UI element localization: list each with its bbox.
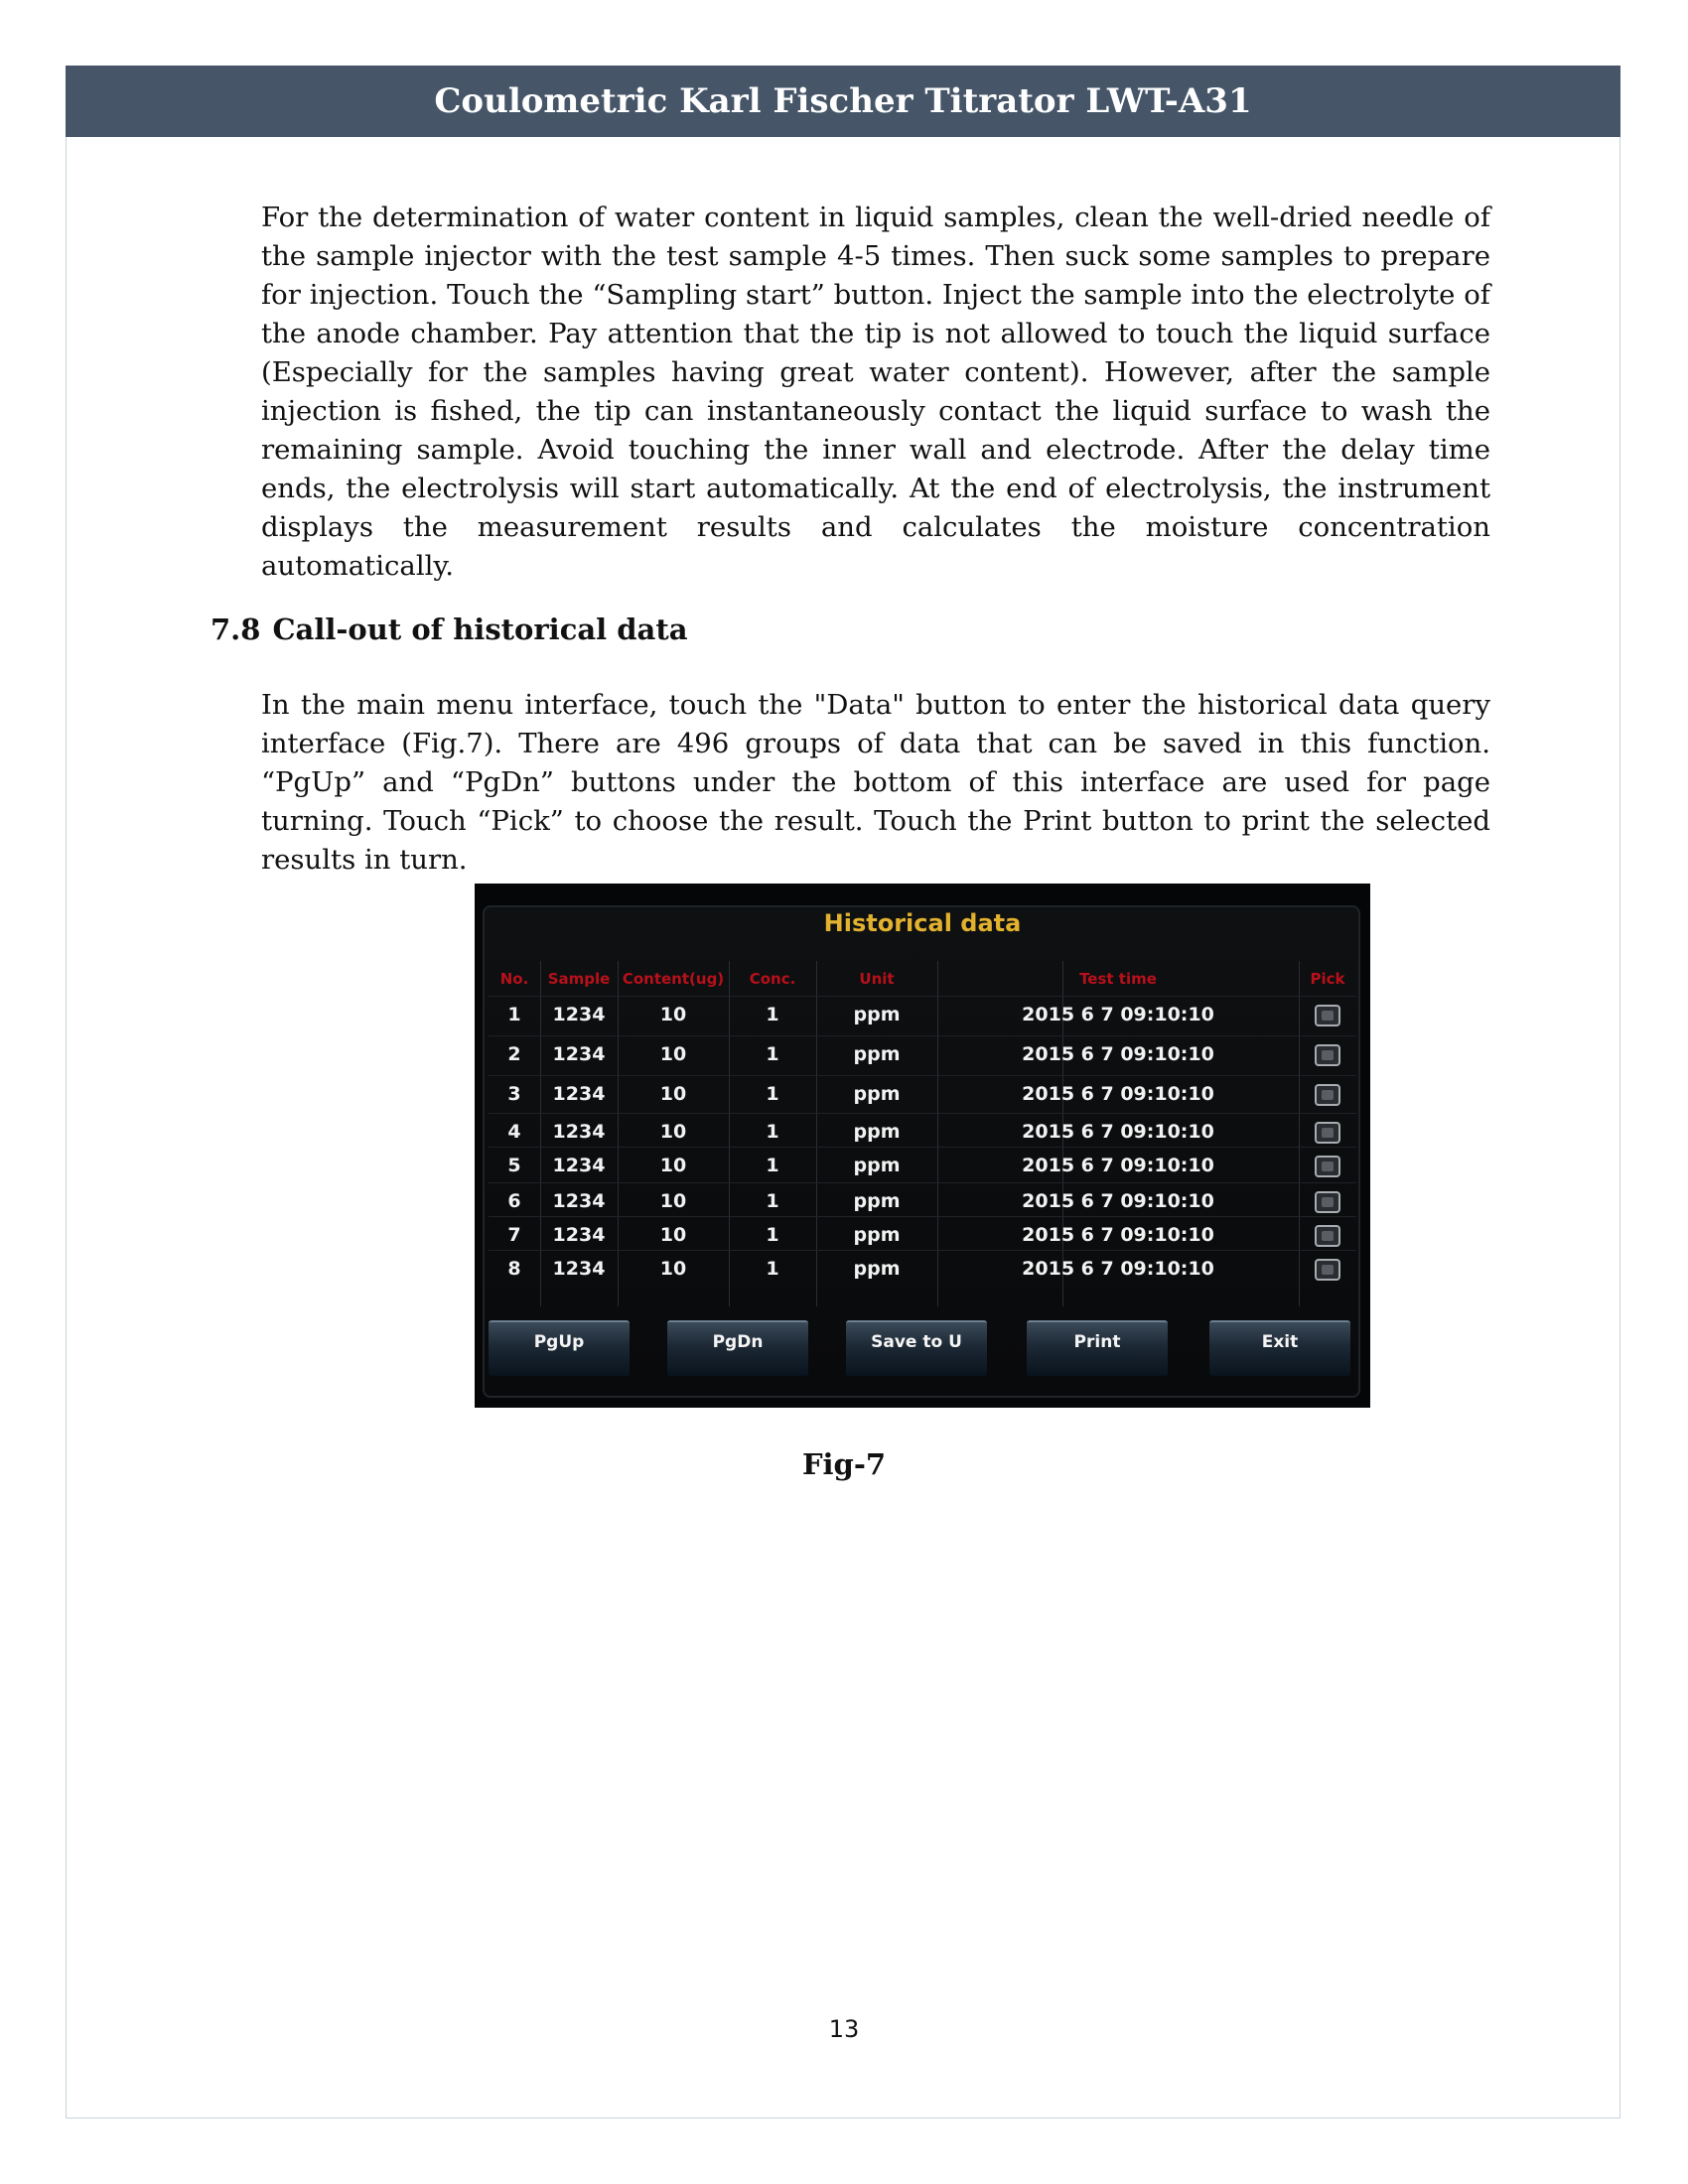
cell-no: 5 <box>507 1155 521 1176</box>
section-number: 7.8 <box>211 613 261 646</box>
cell-sample: 1234 <box>552 1121 606 1143</box>
pgup-button[interactable]: PgUp <box>489 1320 630 1376</box>
cell-no: 8 <box>507 1258 521 1280</box>
section-heading <box>211 610 688 649</box>
pick-checkbox[interactable] <box>1315 1191 1340 1213</box>
cell-no: 1 <box>507 1004 521 1025</box>
cell-sample: 1234 <box>552 1043 606 1065</box>
cell-no: 6 <box>507 1190 521 1212</box>
cell-content: 10 <box>659 1224 687 1246</box>
cell-unit: ppm <box>853 1155 901 1176</box>
table-row <box>489 1217 1356 1253</box>
paragraph-historical-data: In the main menu interface, touch the "Data" button to enter the historical data query interface (Fig.7). There are 496 groups of data that can be saved in this function. “PgUp” and “PgDn” buttons under the bottom of this interface are used for page turning. Touch “Pick” to choose the result. Touch the Print button to print the selected results in turn. <box>261 689 1490 876</box>
page-header <box>66 66 1620 137</box>
cell-conc: 1 <box>766 1043 779 1065</box>
screen-title: Historical data <box>823 909 1022 937</box>
pick-checkbox[interactable] <box>1315 1084 1340 1106</box>
table-row <box>489 997 1356 1032</box>
table-row <box>489 1036 1356 1072</box>
cell-no: 2 <box>507 1043 521 1065</box>
cell-content: 10 <box>659 1083 687 1105</box>
cell-content: 10 <box>659 1155 687 1176</box>
pick-checkbox[interactable] <box>1315 1259 1340 1281</box>
column-header-sample: Sample <box>547 970 611 988</box>
document-title: Coulometric Karl Fischer Titrator LWT-A31 <box>434 81 1252 121</box>
cell-conc: 1 <box>766 1083 779 1105</box>
cell-test-time: 2015 6 7 09:10:10 <box>1022 1258 1214 1280</box>
page-number: 13 <box>828 2015 860 2043</box>
pick-checkbox[interactable] <box>1315 1044 1340 1066</box>
cell-no: 3 <box>507 1083 521 1105</box>
cell-conc: 1 <box>766 1224 779 1246</box>
exit-button[interactable]: Exit <box>1209 1320 1350 1376</box>
cell-content: 10 <box>659 1258 687 1280</box>
cell-test-time: 2015 6 7 09:10:10 <box>1022 1121 1214 1143</box>
cell-test-time: 2015 6 7 09:10:10 <box>1022 1190 1214 1212</box>
pick-checkbox[interactable] <box>1315 1005 1340 1026</box>
cell-test-time: 2015 6 7 09:10:10 <box>1022 1083 1214 1105</box>
cell-unit: ppm <box>853 1083 901 1105</box>
cell-conc: 1 <box>766 1121 779 1143</box>
cell-unit: ppm <box>853 1004 901 1025</box>
section-title: Call-out of historical data <box>272 613 688 646</box>
table-row <box>489 1183 1356 1219</box>
cell-unit: ppm <box>853 1258 901 1280</box>
cell-sample: 1234 <box>552 1190 606 1212</box>
column-header-no: No. <box>499 970 529 988</box>
column-header-test-time: Test time <box>1079 970 1157 988</box>
cell-conc: 1 <box>766 1155 779 1176</box>
table-row <box>489 1148 1356 1183</box>
cell-conc: 1 <box>766 1258 779 1280</box>
cell-no: 7 <box>507 1224 521 1246</box>
cell-unit: ppm <box>853 1224 901 1246</box>
cell-sample: 1234 <box>552 1224 606 1246</box>
history-table <box>489 961 1356 1306</box>
cell-unit: ppm <box>853 1121 901 1143</box>
cell-unit: ppm <box>853 1190 901 1212</box>
cell-content: 10 <box>659 1004 687 1025</box>
cell-sample: 1234 <box>552 1258 606 1280</box>
cell-content: 10 <box>659 1190 687 1212</box>
pick-checkbox[interactable] <box>1315 1156 1340 1177</box>
cell-sample: 1234 <box>552 1155 606 1176</box>
device-screen <box>475 884 1370 1408</box>
column-header-unit: Unit <box>859 970 895 988</box>
column-header-conc: Conc. <box>749 970 796 988</box>
pick-checkbox[interactable] <box>1315 1225 1340 1247</box>
cell-conc: 1 <box>766 1004 779 1025</box>
screen-button-bar <box>489 1320 1356 1380</box>
table-row <box>489 1251 1356 1287</box>
cell-test-time: 2015 6 7 09:10:10 <box>1022 1224 1214 1246</box>
pick-checkbox[interactable] <box>1315 1122 1340 1144</box>
cell-sample: 1234 <box>552 1083 606 1105</box>
save-to-u-button[interactable]: Save to U <box>846 1320 987 1376</box>
figure-caption: Fig-7 <box>801 1447 887 1481</box>
cell-test-time: 2015 6 7 09:10:10 <box>1022 1155 1214 1176</box>
cell-content: 10 <box>659 1043 687 1065</box>
cell-no: 4 <box>507 1121 521 1143</box>
cell-test-time: 2015 6 7 09:10:10 <box>1022 1004 1214 1025</box>
cell-test-time: 2015 6 7 09:10:10 <box>1022 1043 1214 1065</box>
pgdn-button[interactable]: PgDn <box>667 1320 808 1376</box>
cell-conc: 1 <box>766 1190 779 1212</box>
cell-sample: 1234 <box>552 1004 606 1025</box>
print-button[interactable]: Print <box>1027 1320 1168 1376</box>
cell-unit: ppm <box>853 1043 901 1065</box>
column-header-pick: Pick <box>1310 970 1345 988</box>
paragraph-sampling: For the determination of water content in liquid samples, clean the well-dried needle of the sample injector with the test sample 4-5 times. Then suck some samples to prepare for injection. Touch the “Sampling start” button. Inject the sample into the electrolyte of the anode chamber. Pay attention that the tip is not allowed to touch the liquid surface (Especially for the samples having great water content). However, after the sample injection is fished, the tip can instantaneously contact the liquid surface to wash the remaining sample. Avoid touching the inner wall and electrode. After the delay time ends, the electrolysis will start automatically. At the end of electrolysis, the instrument displays the measurement results and calculates the moisture concentration automatically. <box>261 202 1490 582</box>
table-row <box>489 1114 1356 1150</box>
table-row <box>489 1076 1356 1112</box>
cell-content: 10 <box>659 1121 687 1143</box>
column-header-content: Content(ug) <box>622 970 725 988</box>
